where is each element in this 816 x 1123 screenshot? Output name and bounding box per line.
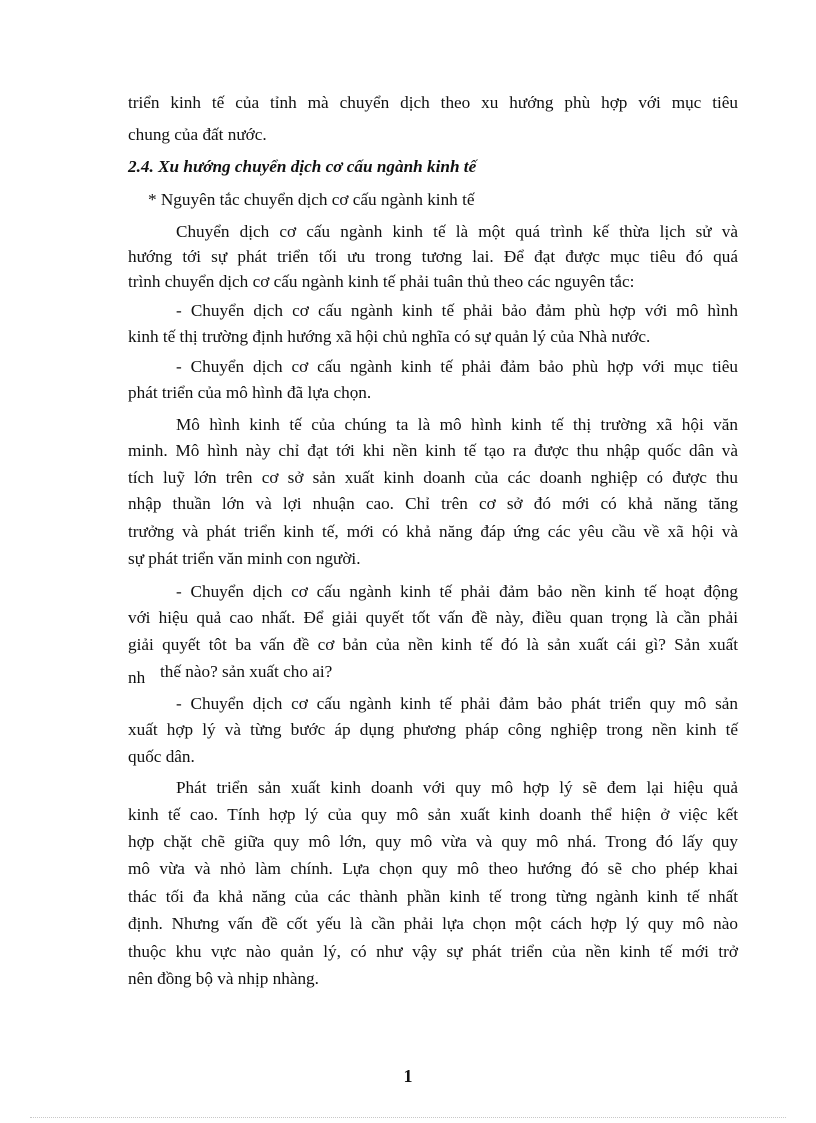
stray-text-fragment: nh — [128, 668, 146, 687]
paragraph-line: triển kinh tế của tỉnh mà chuyển dịch theo xu hướng phù hợp với mục tiêu — [128, 93, 738, 112]
page-bottom-divider — [30, 1117, 786, 1118]
paragraph-line: - Chuyển dịch cơ cấu ngành kinh tế phải đảm bảo phù hợp với mục tiêu — [176, 357, 738, 376]
paragraph-line: nhập thuần lớn và lợi nhuận cao. Chỉ trên cơ sở đó mới có khả năng tăng — [128, 494, 738, 513]
paragraph-line: kinh tế cao. Tính hợp lý của quy mô sản xuất kinh doanh thể hiện ở việc kết — [128, 805, 738, 824]
paragraph-line: kinh tế thị trường định hướng xã hội chủ nghĩa có sự quản lý của Nhà nước. — [128, 327, 651, 346]
paragraph-line: mô vừa và nhỏ làm chính. Lựa chọn quy mô theo hướng đó sẽ cho phép khai — [128, 859, 738, 878]
paragraph-line: tích luỹ lớn trên cơ sở sản xuất kinh doanh của các doanh nghiệp có được thu — [128, 468, 738, 487]
paragraph-line: trưởng và phát triển kinh tế, mới có khả năng đáp ứng các yêu cầu về xã hội và — [128, 522, 738, 541]
paragraph-line: giải quyết tôt ba vấn đề cơ bản của nền kinh tế đó là sản xuất cái gì? Sản xuất — [128, 635, 738, 654]
paragraph-line: quốc dân. — [128, 747, 195, 766]
paragraph-line: thế nào? sản xuất cho ai? — [160, 662, 333, 681]
paragraph-line: định. Nhưng vấn đề cốt yếu là cần phải lựa chọn một cách hợp lý quy mô nào — [128, 914, 738, 933]
paragraph-line: Mô hình kinh tế của chúng ta là mô hình kinh tế thị trường xã hội văn — [176, 415, 738, 434]
section-heading: 2.4. Xu hướng chuyển dịch cơ cấu ngành kinh tế — [128, 157, 477, 176]
paragraph-line: - Chuyển dịch cơ cấu ngành kinh tế phải đảm bảo phát triển quy mô sản — [176, 694, 738, 713]
paragraph-line: nên đồng bộ và nhịp nhàng. — [128, 969, 319, 988]
paragraph-line: trình chuyển dịch cơ cấu ngành kinh tế phải tuân thủ theo các nguyên tắc: — [128, 272, 635, 291]
paragraph-line: hợp chặt chẽ giữa quy mô lớn, quy mô vừa và quy mô nhá. Trong đó lấy quy — [128, 832, 738, 851]
paragraph-line: sự phát triển văn minh con người. — [128, 549, 361, 568]
paragraph-line: hướng tới sự phát triển tối ưu trong tương lai. Để đạt được mục tiêu đó quá — [128, 247, 738, 266]
paragraph-line: với hiệu quả cao nhất. Để giải quyết tốt vấn đề này, điều quan trọng là cần phải — [128, 608, 738, 627]
subsection-heading: * Nguyên tắc chuyển dịch cơ cấu ngành kinh tế — [148, 190, 475, 209]
paragraph-line: Chuyển dịch cơ cấu ngành kinh tế là một quá trình kế thừa lịch sử và — [176, 222, 738, 241]
paragraph-line: xuất hợp lý và từng bước áp dụng phương pháp công nghiệp trong nền kinh tế — [128, 720, 738, 739]
paragraph-line: - Chuyển dịch cơ cấu ngành kinh tế phải đảm bảo nền kinh tế hoạt động — [176, 582, 738, 601]
paragraph-line: Phát triển sản xuất kinh doanh với quy mô hợp lý sẽ đem lại hiệu quả — [176, 778, 738, 797]
page-number: 1 — [403, 1066, 413, 1086]
paragraph-line: phát triển của mô hình đã lựa chọn. — [128, 383, 372, 402]
paragraph-line: thác tối đa khả năng của các thành phần kinh tế trong từng ngành kinh tế nhất — [128, 887, 738, 906]
paragraph-line: chung của đất nước. — [128, 125, 267, 144]
paragraph-line: thuộc khu vực nào quản lý, có như vậy sự phát triển của nền kinh tế mới trở — [128, 942, 738, 961]
paragraph-line: minh. Mô hình này chỉ đạt tới khi nền kinh tế tạo ra được thu nhập quốc dân và — [128, 441, 738, 460]
paragraph-line: - Chuyển dịch cơ cấu ngành kinh tế phải bảo đảm phù hợp với mô hình — [176, 301, 738, 320]
